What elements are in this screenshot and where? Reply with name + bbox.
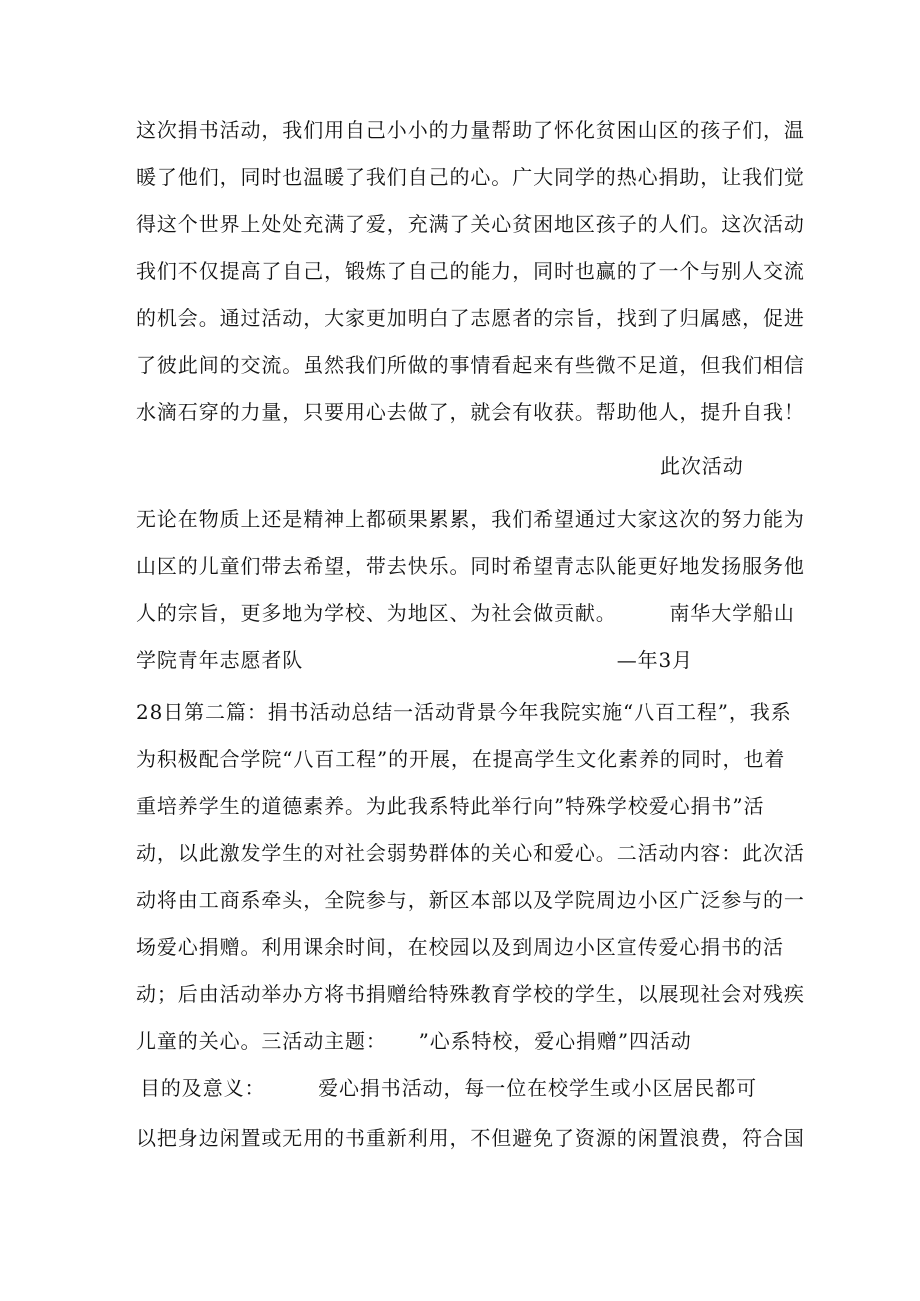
text-line: 山区的儿童们带去希望，带去快乐。同时希望青志队能更好地发扬服务他 xyxy=(136,554,805,578)
text-line: 暖了他们，同时也温暖了我们自己的心。广大同学的热心捐助，让我们觉 xyxy=(136,165,805,189)
text-line: 了彼此间的交流。虽然我们所做的事情看起来有些微不足道，但我们相信 xyxy=(136,353,805,377)
text-line: 28日第二篇：捐书活动总结一活动背景今年我院实施“八百工程”，我系 xyxy=(136,700,792,724)
text-line: 我们不仅提高了自己，锻炼了自己的能力，同时也赢的了一个与别人交流 xyxy=(136,259,805,283)
text-line: 目的及意义： 爱心捐书活动，每一位在校学生或小区居民都可 xyxy=(140,1076,757,1100)
text-line: 这次捐书活动，我们用自己小小的力量帮助了怀化贫困山区的孩子们，温 xyxy=(136,118,805,142)
text-line: 无论在物质上还是精神上都硕果累累，我们希望通过大家这次的努力能为 xyxy=(136,507,805,531)
text-line: 场爱心捐赠。利用课余时间，在校园以及到周边小区宣传爱心捐书的活 xyxy=(136,935,784,959)
text-line: 重培养学生的道德素养。为此我系特此举行向”特殊学校爱心捐书”活 xyxy=(136,794,765,818)
text-line: 动；后由活动举办方将书捐赠给特殊教育学校的学生，以展现社会对残疾 xyxy=(136,982,805,1006)
text-line: 水滴石穿的力量，只要用心去做了，就会有收获。帮助他人，提升自我！ xyxy=(136,400,805,424)
text-line: 得这个世界上处处充满了爱，充满了关心贫困地区孩子的人们。这次活动 xyxy=(136,212,805,236)
text-line: 动，以此激发学生的对社会弱势群体的关心和爱心。二活动内容：此次活 xyxy=(136,841,805,865)
text-line: 儿童的关心。三活动主题： ”心系特校，爱心捐赠”四活动 xyxy=(136,1029,692,1053)
text-line: 的机会。通过活动，大家更加明白了志愿者的宗旨，找到了归属感，促进 xyxy=(136,306,805,330)
text-line: 人的宗旨，更多地为学校、为地区、为社会做贡献。 南华大学船山 xyxy=(136,601,795,625)
text-line-right: 此次活动 xyxy=(660,454,744,478)
text-line: 为积极配合学院“八百工程”的开展，在提高学生文化素养的同时，也着 xyxy=(136,747,786,771)
text-line: 动将由工商系牵头，全院参与，新区本部以及学院周边小区广泛参与的一 xyxy=(136,888,805,912)
text-line: 学院青年志愿者队 —年3月 xyxy=(136,648,694,672)
text-line: 以把身边闲置或无用的书重新利用，不但避免了资源的闲置浪费，符合国 xyxy=(136,1126,805,1150)
